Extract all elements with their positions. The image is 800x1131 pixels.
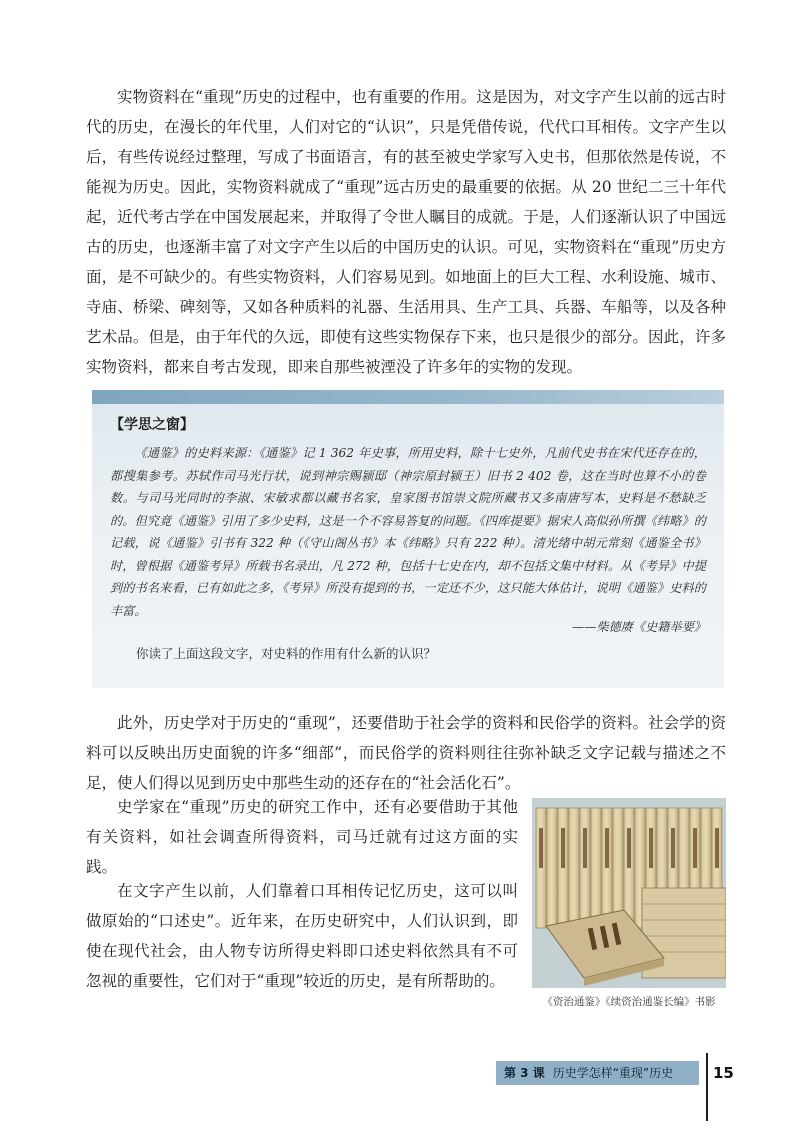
- lesson-number: 第 3 课: [504, 1066, 545, 1080]
- body-paragraph-1: 实物资料在“重现”历史的过程中，也有重要的作用。这是因为，对文字产生以前的远古时代的历史，在漫长的年代里，人们对它的“认识”，只是凭借传说，代代口耳相传。文字产生以后，有些传说经过整理，写成了书面语言，有的甚至被史学家写入史书，但那依然是传说，不能视为历史。因此，实物资料就成了“重现”远古历史的最重要的依据。从 20 世纪二三十年代起，近代考古学在中国发展起来，并取得了令世人瞩目的成就。于是，人们逐渐认识了中国远古的历史，也逐渐丰富了对文字产生以后的中国历史的认识。可见，实物资料在“重现”历史方面，是不可缺少的。有些实物资料，人们容易见到。如地面上的巨大工程、水利设施、城市、寺庙、桥梁、碑刻等，又如各种质料的礼器、生活用具、生产工具、兵器、车船等，以及各种艺术品。但是，由于年代的久远，即使有这些实物保存下来，也只是很少的部分。因此，许多实物资料，都来自考古发现，即来自那些被湮没了许多年的实物的发现。: [86, 88, 726, 376]
- footer-lesson-bar: [496, 1061, 699, 1085]
- books-illustration-icon: [532, 798, 726, 988]
- figure-caption: 《资治通鉴》《续资治通鉴长编》书影: [542, 996, 716, 1008]
- lesson-topic: 历史学怎样“重现”历史: [552, 1066, 674, 1080]
- box-source-citation: ——柴德赓《史籍举要》: [571, 620, 706, 634]
- footer-divider: [706, 1053, 708, 1121]
- body-paragraph-4: 在文字产生以前，人们靠着口耳相传记忆历史，这可以叫做原始的“口述史”。近年来，在历史研究中，人们认识到，即使在现代社会，由人物专访所得史料即口述史料依然具有不可忽视的重要性，它们对于“重现”较近的历史，是有所帮助的。: [86, 882, 518, 990]
- study-window-box: [92, 390, 724, 688]
- body-paragraph-2: 此外，历史学对于历史的“重现”，还要借助于社会学的资料和民俗学的资料。社会学的资料可以反映出历史面貌的许多“细部”，而民俗学的资料则往往弥补缺乏文字记载与描述之不足，使人们得以见到历史中那些生动的还存在的“社会活化石”。: [86, 714, 726, 792]
- box-header-band: [92, 390, 724, 404]
- figure: [532, 798, 726, 1009]
- box-title: 【学思之窗】: [110, 417, 194, 433]
- page-number: 15: [713, 1064, 734, 1082]
- body-paragraph-3: 史学家在“重现”历史的研究工作中，还有必要借助于其他有关资料，如社会调查所得资料，司马迁就有过这方面的实践。: [86, 798, 518, 876]
- books-photo: [532, 798, 726, 988]
- box-body-text: 《通鉴》的史料来源：《通鉴》记 1 362 年史事，所用史料，除十七史外，凡前代史书在宋代还存在的，都搜集参考。苏轼作司马光行状，说到神宗赐颍邸（神宗原封颍王）旧书 2 402 卷，这在当时也算不小的卷数。与司马光同时的李淑、宋敏求都以藏书名家，皇家图书馆崇文院所藏书又多南唐写本，史料是不愁缺乏的。但究竟《通鉴》引用了多少史料，这是一个不容易答复的问题。《四库提要》据宋人高似孙所撰《纬略》的记载，说《通鉴》引书有 322 种（《守山阁丛书》本《纬略》只有 222 种）。清光绪中胡元常刻《通鉴全书》时，曾根据《通鉴考异》所载书名录出，凡 272 种，包括十七史在内，却不包括文集中材料。从《考异》中提到的书名来看，已有如此之多，《考异》所没有提到的书，一定还不少，这只能大体估计，说明《通鉴》史料的丰富。: [110, 446, 706, 618]
- box-question: 你读了上面这段文字，对史料的作用有什么新的认识？: [136, 646, 437, 661]
